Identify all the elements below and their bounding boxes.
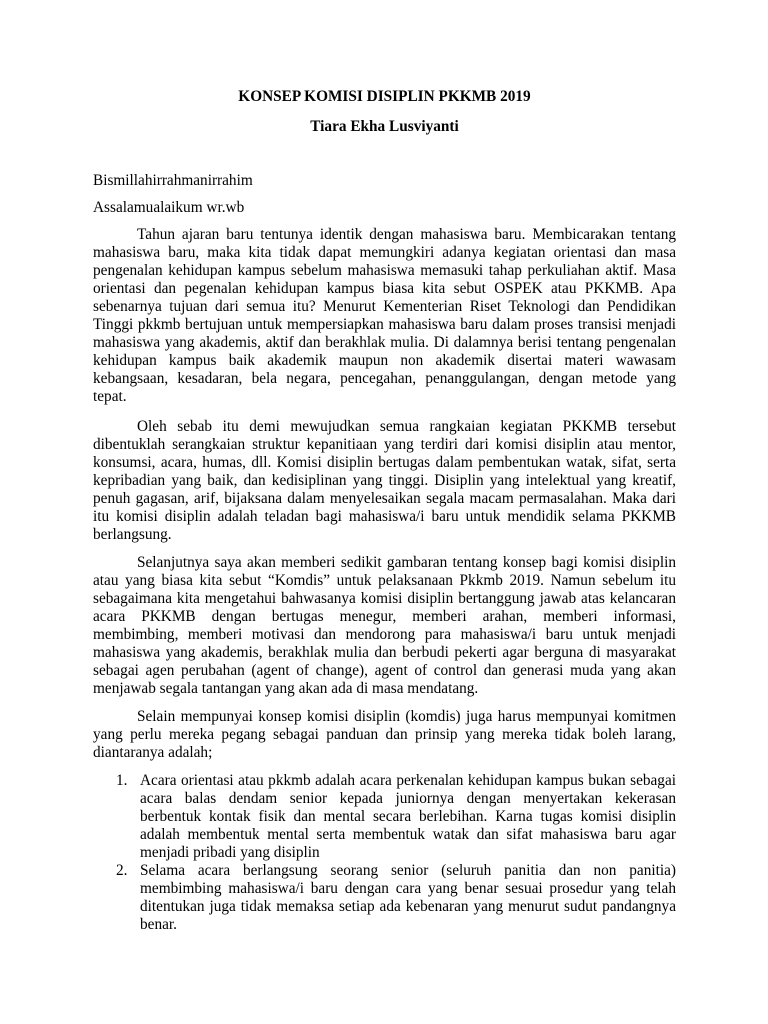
paragraph-2 <box>93 418 676 544</box>
paragraph-line: Selanjutnya saya akan memberi sedikit gambaran tentang konsep bagi komisi disiplin <box>137 554 676 571</box>
list-item-line: berbentuk kontak fisik dan mental secara berlebihan. Karna tugas komisi disiplin <box>140 808 676 825</box>
paragraph-line: membimbing, memberi motivasi dan mendorong para mahasiswa/i baru untuk menjadi <box>93 626 676 643</box>
paragraph-line: sebagaimana kita mengetahui bahwasanya komisi disiplin bertanggung jawab atas kelancaran <box>93 590 676 607</box>
paragraph-line: sebagai agen perubahan (agent of change), agent of control dan generasi muda yang akan <box>93 662 676 679</box>
list-item-line: membimbing mahasiswa/i baru dengan cara yang benar sesuai prosedur yang telah <box>140 880 676 897</box>
paragraph-line: menjawab segala tantangan yang akan ada di masa mendatang. <box>93 680 479 697</box>
document-body <box>93 88 676 934</box>
list-item <box>116 772 676 862</box>
list-item-line: acara balas dendam senior kepada juniornya dengan menyertakan kekerasan <box>140 790 676 807</box>
list-item-line: Acara orientasi atau pkkmb adalah acara perkenalan kehidupan kampus bukan sebagai <box>140 772 676 789</box>
paragraph-line: sebenarnya tujuan dari semua itu? Menurut Kementerian Riset Teknologi dan Pendidikan <box>93 298 676 315</box>
paragraph-line: penuh gagasan, arif, bijaksana dalam menyelesaikan segala macam permasalahan. Maka dari <box>93 490 676 507</box>
list-item-line: menjadi pribadi yang disiplin <box>140 844 320 861</box>
paragraph-line: yang perlu mereka pegang sebagai panduan dan prinsip yang mereka tidak boleh larang, <box>93 726 676 743</box>
paragraph-line: mahasiswa baru, maka kita tidak dapat memungkiri adanya kegiatan orientasi dan masa <box>93 244 676 261</box>
list-item-line: adalah membentuk mental serta membentuk watak dan sifat mahasiswa baru agar <box>140 826 676 843</box>
paragraph-3 <box>93 554 676 698</box>
paragraph-line: mahasiswa yang akademis, berakhlak mulia dan berbudi pekerti agar berguna di masyarakat <box>93 644 676 661</box>
paragraph-line: Tahun ajaran baru tentunya identik dengan mahasiswa baru. Membicarakan tentang <box>137 226 676 243</box>
paragraph-line: orientasi dan pegenalan kehidupan kampus biasa kita sebut OSPEK atau PKKMB. Apa <box>93 280 676 297</box>
paragraph-line: berlangsung. <box>93 526 172 543</box>
list-item-number: 1. <box>116 772 128 789</box>
paragraph-line: konsumsi, acara, humas, dll. Komisi disiplin bertugas dalam pembentukan watak, sifat, serta <box>93 454 676 471</box>
list-item-line: Selama acara berlangsung seorang senior (seluruh panitia dan non panitia) <box>140 862 676 879</box>
opening-line: Bismillahirrahmanirrahim <box>93 172 253 189</box>
paragraph-line: dibentuklah serangkaian struktur kepanitiaan yang terdiri dari komisi disiplin atau mentor, <box>93 436 676 453</box>
list-item-line: ditentukan juga tidak memaksa setiap ada kebenaran yang menurut sudut pandangnya <box>140 898 676 915</box>
paragraph-line: kehidupan kampus baik akademik maupun non akademik disertai materi wawasam <box>93 352 676 369</box>
paragraph-line: tepat. <box>93 388 127 405</box>
paragraph-line: Tinggi pkkmb bertujuan untuk mempersiapkan mahasiswa baru dalam proses transisi menjadi <box>93 316 676 333</box>
author-name: Tiara Ekha Lusviyanti <box>310 118 459 135</box>
numbered-list <box>93 772 676 934</box>
list-item <box>116 862 676 934</box>
paragraph-line: atau yang biasa kita sebut “Komdis” untuk pelaksanaan Pkkmb 2019. Namun sebelum itu <box>93 572 676 589</box>
paragraph-line: kepribadian yang baik, dan kedisiplinan yang tinggi. Disiplin yang intelektual yang kreatif, <box>93 472 676 489</box>
paragraph-line: Oleh sebab itu demi mewujudkan semua rangkaian kegiatan PKKMB tersebut <box>137 418 676 435</box>
list-item-number: 2. <box>116 862 128 879</box>
paragraph-line: Selain mempunyai konsep komisi disiplin (komdis) juga harus mempunyai komitmen <box>137 708 676 725</box>
paragraph-line: diantaranya adalah; <box>93 744 213 761</box>
paragraph-line: kebangsaan, kesadaran, bela negara, pencegahan, penanggulangan, dengan metode yang <box>93 370 676 387</box>
document-title: KONSEP KOMISI DISIPLIN PKKMB 2019 <box>238 88 531 105</box>
paragraph-line: acara PKKMB dengan bertugas menegur, memberi arahan, memberi informasi, <box>93 608 676 625</box>
list-item-line: benar. <box>140 916 177 933</box>
paragraph-4 <box>93 708 676 762</box>
paragraph-line: itu komisi disiplin adalah teladan bagi mahasiswa/i baru untuk mendidik selama PKKMB <box>93 508 676 525</box>
paragraph-line: mahasiswa yang akademis, aktif dan berakhlak mulia. Di dalamnya berisi tentang pengenalan <box>93 334 676 351</box>
paragraph-line: pengenalan kehidupan kampus sebelum mahasiswa memasuki tahap perkuliahan aktif. Masa <box>93 262 676 279</box>
paragraph-1 <box>93 226 676 406</box>
greeting-line: Assalamualaikum wr.wb <box>93 199 245 216</box>
